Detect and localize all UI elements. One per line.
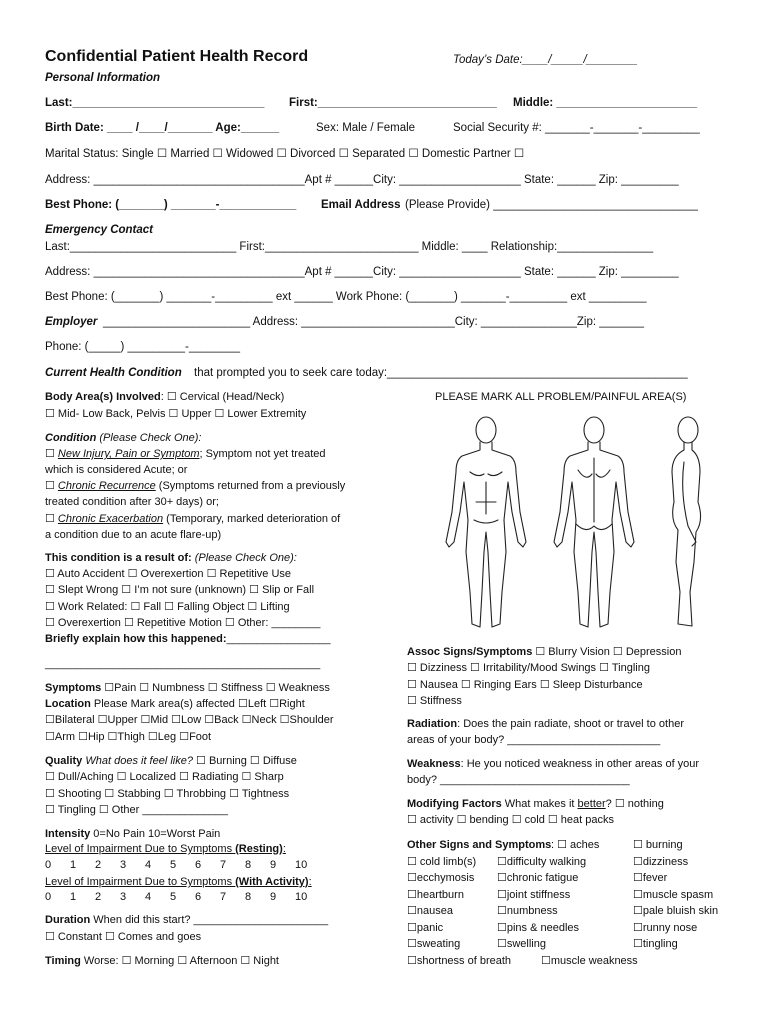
other-sign-option[interactable]: ☐tingling [633,938,678,950]
employer-label: Employer [45,316,98,328]
modifying-options[interactable]: ☐ activity ☐ bending ☐ cold ☐ heat packs [407,814,614,826]
marital-status-options[interactable]: Marital Status: Single ☐ Married ☐ Widowed ☐ Divorced ☐ Separated ☐ Domestic Partner ☐ [45,148,525,160]
other-sign-option[interactable]: ☐runny nose [633,921,698,934]
current-health-field[interactable]: that prompted you to seek care today:_______________________________________________ [194,367,688,379]
new-injury-label: New Injury, Pain or Symptom [57,448,200,460]
duration-options[interactable]: ☐ Constant ☐ Comes and goes [45,931,202,943]
ssn-field[interactable]: Social Security #: _______-_______-_________ [453,122,700,134]
back-body-figure [554,417,634,627]
resting-option-2[interactable]: 2 [95,859,102,871]
other-signs-label: Other Signs and Symptoms [407,839,552,851]
other-sign-option[interactable]: ☐sweating [407,938,461,950]
result-note: (Please Check One): [194,552,297,564]
side-body-figure [672,417,701,626]
quality-label: Quality [45,755,83,767]
chronic-recurrence-desc: (Symptoms returned from a previously [155,480,346,492]
emergency-name-field[interactable]: Last:__________________________ First:________________________ Middle: ____ Relationship:_______________ [45,241,654,253]
activity-label-bold: (With Activity) [235,876,309,888]
result-options-2[interactable]: ☐ Slept Wrong ☐ I’m not sure (unknown) ☐ Slip or Fall [45,584,315,596]
chronic-exacerbation-desc2: a condition due to an acute flare-up) [45,529,222,541]
resting-option-4[interactable]: 4 [145,859,152,871]
modifying-nothing-option[interactable]: ? ☐ nothing [605,798,664,810]
quality-options-4[interactable]: ☐ Tingling ☐ Other ______________ [45,804,229,816]
assoc-options-2[interactable]: ☐ Dizziness ☐ Irritability/Mood Swings ☐ Tingling [407,662,650,674]
resting-option-6[interactable]: 6 [195,859,202,871]
email-label: Email Address [321,199,401,211]
quality-options-3[interactable]: ☐ Shooting ☐ Stabbing ☐ Throbbing ☐ Tightness [45,788,290,800]
quality-question: What does it feel like? [85,755,193,767]
radiation-label: Radiation [407,718,458,730]
resting-option-1[interactable]: 1 [70,859,77,871]
location-side-options[interactable]: Please Mark area(s) affected ☐Left ☐Right [90,698,305,710]
result-options-3[interactable]: ☐ Work Related: ☐ Fall ☐ Falling Object ☐ Lifting [45,601,290,613]
other-sign-option[interactable]: ☐swelling [497,938,546,950]
resting-option-0[interactable]: 0 [45,859,52,871]
other-sign-option[interactable]: ☐difficulty walking [497,855,587,868]
new-injury-desc2: which is considered Acute; or [45,464,188,476]
other-sign-option[interactable]: ☐shortness of breath [407,954,512,967]
body-area-label: Body Area(s) Involved [45,391,161,403]
modifying-question: What makes it [501,798,578,810]
resting-option-9[interactable]: 9 [270,859,277,871]
other-sign-option[interactable]: ☐ burning [633,839,683,851]
activity-option-1[interactable]: 1 [70,891,77,903]
activity-option-7[interactable]: 7 [220,891,227,903]
weakness-field[interactable]: body? _______________________________ [407,774,630,786]
condition-heading: Condition [45,432,97,444]
resting-label: Level of Impairment Due to Symptoms [45,843,236,855]
weakness-label: Weakness [407,758,461,770]
other-sign-option[interactable]: ☐ cold limb(s) [407,855,477,868]
resting-option-10[interactable]: 10 [295,859,308,871]
new-injury-checkbox[interactable]: ☐ [45,448,58,460]
radiation-field[interactable]: areas of your body? _________________________ [407,734,661,746]
activity-label: Level of Impairment Due to Symptoms [45,876,236,888]
email-field[interactable]: (Please Provide) ________________________________ [405,199,698,211]
other-sign-option[interactable]: ☐chronic fatigue [497,872,579,884]
other-sign-option[interactable]: ☐fever [633,872,668,884]
activity-label-colon: : [308,876,312,888]
other-sign-option[interactable]: ☐pale bluish skin [633,905,719,917]
intensity-label: Intensity [45,828,91,840]
timing-label: Timing [45,955,81,967]
other-sign-option[interactable]: ☐muscle weakness [541,954,638,967]
resting-label-colon: : [282,843,286,855]
cervical-option[interactable]: : ☐ Cervical (Head/Neck) [160,391,285,403]
symptoms-label: Symptoms [45,682,102,694]
explain-field-2[interactable]: _____________________________________________ [45,658,321,670]
duration-field[interactable]: When did this start? ______________________ [90,914,329,926]
front-body-figure [446,417,526,627]
explain-field[interactable]: _________________ [226,633,331,645]
chronic-exacerbation-desc: (Temporary, marked deterioration of [163,513,341,525]
quality-options-1[interactable]: ☐ Burning ☐ Diffuse [192,755,297,767]
condition-note: (Please Check One): [99,432,202,444]
result-options-1[interactable]: ☐ Auto Accident ☐ Overexertion ☐ Repetitive Use [45,568,292,580]
resting-label-bold: (Resting) [235,843,283,855]
location-options-1[interactable]: ☐Bilateral ☐Upper ☐Mid ☐Low ☐Back ☐Neck ☐Shoulder [45,714,334,726]
page-title: Confidential Patient Health Record [45,48,309,65]
activity-option-2[interactable]: 2 [95,891,102,903]
activity-option-6[interactable]: 6 [195,891,202,903]
timing-options[interactable]: Worse: ☐ Morning ☐ Afternoon ☐ Night [80,955,279,967]
emergency-contact-heading: Emergency Contact [45,224,154,236]
resting-option-5[interactable]: 5 [170,859,177,871]
other-sign-option[interactable]: ☐pins & needles [497,921,580,934]
activity-option-4[interactable]: 4 [145,891,152,903]
symptoms-options[interactable]: ☐Pain ☐ Numbness ☐ Stiffness ☐ Weakness [101,682,330,694]
other-sign-option[interactable]: ☐nausea [407,905,453,917]
other-sign-option[interactable]: ☐numbness [497,905,558,917]
middle-name-field[interactable]: Middle: ______________________ [513,97,698,109]
assoc-options-1[interactable]: ☐ Blurry Vision ☐ Depression [532,646,682,658]
chronic-exacerbation-label: Chronic Exacerbation [57,513,164,525]
todays-date-field[interactable]: Today’s Date:____/_____/________ [453,54,638,66]
radiation-question: : Does the pain radiate, shoot or travel to other [457,718,684,730]
other-sign-option[interactable]: ☐dizziness [633,855,689,868]
activity-option-8[interactable]: 8 [245,891,252,903]
sex-options[interactable]: Sex: Male / Female [316,122,416,134]
resting-option-3[interactable]: 3 [120,859,127,871]
employer-field[interactable]: _______________________ Address: ________________________City: _______________Zip: _______ [103,316,645,328]
best-phone-field[interactable]: Best Phone: (_______) _______-____________ [45,199,297,211]
activity-option-5[interactable]: 5 [170,891,177,903]
modifying-better: better [577,798,606,810]
emergency-phone-field[interactable]: Best Phone: (_______) _______-_________ ext ______ Work Phone: (_______) _______-_________ ext _________ [45,291,647,303]
resting-option-7[interactable]: 7 [220,859,227,871]
birth-date-age-field[interactable]: Birth Date: ____ /____/_______ Age:______ [45,122,280,134]
other-sign-option[interactable]: ☐panic [407,921,444,934]
activity-option-0[interactable]: 0 [45,891,52,903]
last-name-field[interactable]: Last:______________________________ [45,97,265,109]
explain-label: Briefly explain how this happened: [45,633,227,645]
emergency-address-field[interactable]: Address: _________________________________Apt # ______City: ___________________ State: ______ Zip: _________ [45,266,679,278]
assoc-options-3[interactable]: ☐ Nausea ☐ Ringing Ears ☐ Sleep Disturbance [407,679,643,691]
other-sign-option[interactable]: ☐ecchymosis [407,872,475,884]
other-sign-option[interactable]: ☐joint stiffness [497,888,571,901]
address-field[interactable]: Address: _________________________________Apt # ______City: ___________________ State: ______ Zip: _________ [45,174,679,186]
assoc-options-4[interactable]: ☐ Stiffness [407,695,462,707]
other-sign-option[interactable]: : ☐ aches [551,839,600,851]
mark-areas-heading: PLEASE MARK ALL PROBLEM/PAINFUL AREA(S) [435,391,687,403]
personal-info-heading: Personal Information [45,72,161,84]
other-sign-option[interactable]: ☐heartburn [407,888,464,901]
resting-option-8[interactable]: 8 [245,859,252,871]
activity-option-9[interactable]: 9 [270,891,277,903]
other-sign-option[interactable]: ☐muscle spasm [633,888,714,901]
first-name-field[interactable]: First:____________________________ [289,97,497,109]
weakness-question: : He you noticed weakness in other areas of your [460,758,700,770]
body-area-options[interactable]: ☐ Mid- Low Back, Pelvis ☐ Upper ☐ Lower Extremity [45,408,307,420]
chronic-recurrence-label: Chronic Recurrence [57,480,156,492]
assoc-label: Assoc Signs/Symptoms [407,646,533,658]
result-options-4[interactable]: ☐ Overexertion ☐ Repetitive Motion ☐ Other: ________ [45,617,321,629]
body-diagram[interactable] [426,402,736,634]
modifying-label: Modifying Factors [407,798,502,810]
activity-option-10[interactable]: 10 [295,891,308,903]
chronic-recurrence-checkbox[interactable]: ☐ [45,480,58,492]
activity-option-3[interactable]: 3 [120,891,127,903]
chronic-recurrence-desc2: treated condition after 30+ days) or; [45,496,219,508]
result-heading: This condition is a result of: [45,552,192,564]
new-injury-desc: ; Symptom not yet treated [199,448,326,460]
location-label: Location [45,698,91,710]
quality-options-2[interactable]: ☐ Dull/Aching ☐ Localized ☐ Radiating ☐ Sharp [45,771,284,783]
duration-label: Duration [45,914,91,926]
employer-phone-field[interactable]: Phone: (_____) _________-________ [45,341,241,353]
intensity-scale: 0=No Pain 10=Worst Pain [90,828,221,840]
current-health-label: Current Health Condition [45,367,182,379]
location-options-2[interactable]: ☐Arm ☐Hip ☐Thigh ☐Leg ☐Foot [45,731,212,743]
chronic-exacerbation-checkbox[interactable]: ☐ [45,513,58,525]
